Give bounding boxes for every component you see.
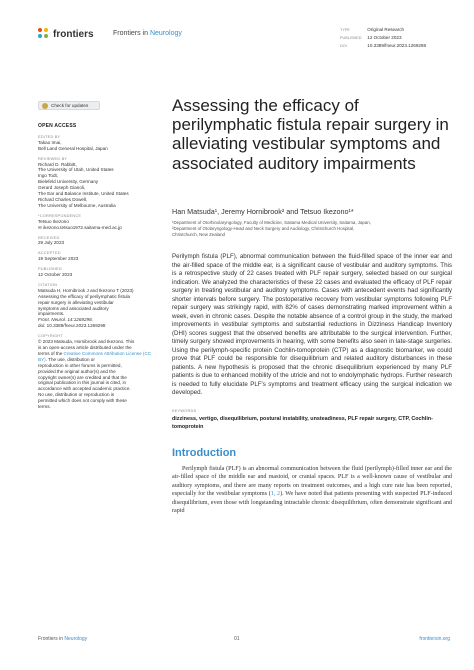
correspondent-name: Tetsuo Ikezono [38,218,69,224]
reviewer-line: The Ear and Balance Institute, United States [38,191,129,197]
introduction-body: Perilymph fistula (PLF) is an abnormal communication between the fluid (perilymph)-filled inner ear and the air-filled space of the middle ear and mastoid, or cranial spaces. PLF is a well-known cause of vestibular and auditory symptoms, and there are many reports on treatment outcomes, and a high cure rate has been reported, especially for the vestibular symptoms (1, 2). We have noted that patients presenting with suspected PLF-induced disequilibrium, even those with longstanding intractable chronic disequilibrium, often demonstrate significant and rapid [172,466,452,515]
edited-by-label: EDITED BY [38,133,61,139]
citation-label: CITATION [38,281,58,287]
copyright-line-with-link: terms of the Creative Commons Attribution License (CC BY). The use, distribution or [38,350,152,362]
reviewer-line: The University of Melbourne, Australia [38,202,116,208]
reviewer-line: Richard D. Rabbitt, [38,161,77,167]
page-footer [38,636,450,644]
accepted-label: ACCEPTED [38,250,61,256]
page-header [38,26,450,50]
logo-text: frontiers [53,28,94,40]
citation-line: symptoms and associated auditory [38,305,109,311]
editor-name: Takao Imai, [38,139,62,145]
keywords-label: KEYWORDS [172,408,197,413]
frontiers-logo[interactable] [38,28,94,40]
editor-affiliation: Bell Land General Hospital, Japan [38,145,108,151]
reference-link[interactable]: 1, 2 [270,491,281,498]
doi-link[interactable]: 10.3389/fneur.2023.1269298 [367,43,427,48]
published-date: 12 October 2023 [367,35,402,40]
author-affiliations [172,220,452,237]
citation-line: repair surgery in alleviating vestibular [38,299,114,305]
check-for-updates-button[interactable] [38,101,100,110]
affiliation-line: ¹Department of Otorhinolaryngology, Faculty of Medicine, Saitama Medical University, Saitama, Japan, [172,220,371,225]
check-for-updates-label: Check for updates [51,103,89,108]
reviewer-line: Gerard Joseph Gianoli, [38,185,86,191]
copyright-line: © 2023 Matsuda, Hornibrook and Ikezono. This [38,339,135,345]
copyright-line: reproduction in other forums is permitted, [38,362,122,368]
introduction-heading: Introduction [172,447,237,459]
open-access-label: OPEN ACCESS [38,123,77,129]
copyright-line: provided the original author(s) and the [38,368,116,374]
accepted-date: 19 September 2023 [38,256,79,262]
article-title: Assessing the efficacy of perilymphatic fistula repair surgery in alleviating vestibular symptoms and associated auditory impairments [172,96,449,173]
page-number: 01 [234,636,240,642]
citation-doi[interactable]: doi: 10.3389/fneur.2023.1269298 [38,323,106,329]
reviewer-line: Ingo Todt, [38,173,59,179]
correspondence-label: *CORRESPONDENCE [38,212,82,218]
footer-journal[interactable]: Frontiers in Neurology [38,636,88,642]
article-authors: Han Matsuda¹, Jeremy Hornibrook² and Tetsuo Ikezono¹* [172,207,354,216]
affiliation-line: ²Department of Otolaryngology-Head and Neck Surgery and Audiology, Christchurch Hospital, [172,225,355,231]
citation-line: Matsuda H, Hornibrook J and Ikezono T (2023) [38,287,134,293]
article-type: Original Research [367,27,405,32]
published-label: PUBLISHED [38,266,62,272]
copyright-line: original publication in this journal is cited, in [38,380,127,386]
abstract-text: Perilymph fistula (PLF), abnormal communication between the fluid-filled space of the inner ear and the air-filled space of the middle ear, is a significant cause of vestibular and auditory symptoms. This is a retrospective study of 22 cases treated with PLF repair surgery, selected based on our surgical indication. We analyzed the characteristics of these 22 cases and evaluated the efficacy of PLF repair surgery in treating vestibular and auditory symptoms. Cases with antecedent events had significantly shorter intervals before surgery. The postoperative recovery from vestibular symptoms following PLF repair surgery was strikingly rapid, with 82% of cases demonstrating marked improvement within a week, even in chronic cases. Despite the notable absence of a control group in the study, the marked improvements in vestibular symptoms and substantial reductions in Dizziness Handicap Inventory (DHI) scores suggest that the observed benefits are attributable to the surgical intervention. Further, timely surgery showed improvements in hearing, with some benefits also seen in late-stage surgeries. Using the perilymph-specific protein Cochlin-tomoprotein (CTP) as a diagnostic biomarker, we could prove that PLF could be responsible for disequilibrium and related auditory disturbances in these patients. A new hypothesis is proposed that the chronic disequilibrium experienced by many PLF patients is due to enhanced mobility of the utricle and not to endolymphatic hydrops. Further research is needed to fully elucidate PLF's symptoms and treatment efficacy using the surgical indication we developed. [172,253,452,396]
citation-line: impairments. [38,311,65,317]
keywords-list: dizziness, vertigo, disequilibrium, postural instability, unsteadiness, PLF repair surgery, CTP, Cochlin-tomoprotein [172,416,433,430]
copyright-label: COPYRIGHT [38,333,63,339]
copyright-line: is an open-access article distributed under the [38,345,132,350]
reviewer-line: Richard Charles Dowell, [38,196,88,202]
copyright-line: permitted which does not comply with these [38,398,127,404]
received-label: RECEIVED [38,234,60,240]
article-meta: TYPE Original Research PUBLISHED 12 October 2023 DOI 10.3389/fneur.2023.1269298 [340,27,427,48]
license-link[interactable]: Creative Commons Attribution License (CC BY) [38,350,152,362]
journal-name[interactable]: Frontiers in Neurology [113,30,182,37]
update-check-icon [42,103,48,109]
copyright-line: copyright owner(s) are credited and that the [38,374,127,380]
copyright-line: No use, distribution or reproduction is [38,392,115,398]
reviewed-by-label: REVIEWED BY [38,155,68,161]
copyright-line: terms. [38,404,51,410]
frontiers-logo-icon [38,28,50,40]
published-date-sidebar: 12 October 2023 [38,272,73,278]
copyright-line: accordance with accepted academic practice. [38,386,131,392]
article-sidebar [38,124,158,410]
received-date: 29 July 2023 [38,240,65,246]
correspondent-email[interactable]: ✉ ikezono.tetsuo1972.saitama-med.ac.jp [38,224,122,230]
citation-line: Assessing the efficacy of perilymphatic fistula [38,293,131,299]
affiliation-line: Christchurch, New Zealand [172,231,225,237]
footer-site-link[interactable]: frontiersin.org [419,636,450,642]
reviewer-line: Bielefeld University, Germany [38,179,99,185]
reviewer-line: The University of Utah, United States [38,167,114,173]
citation-journal: Front. Neurol. 14:1269298. [38,317,93,323]
